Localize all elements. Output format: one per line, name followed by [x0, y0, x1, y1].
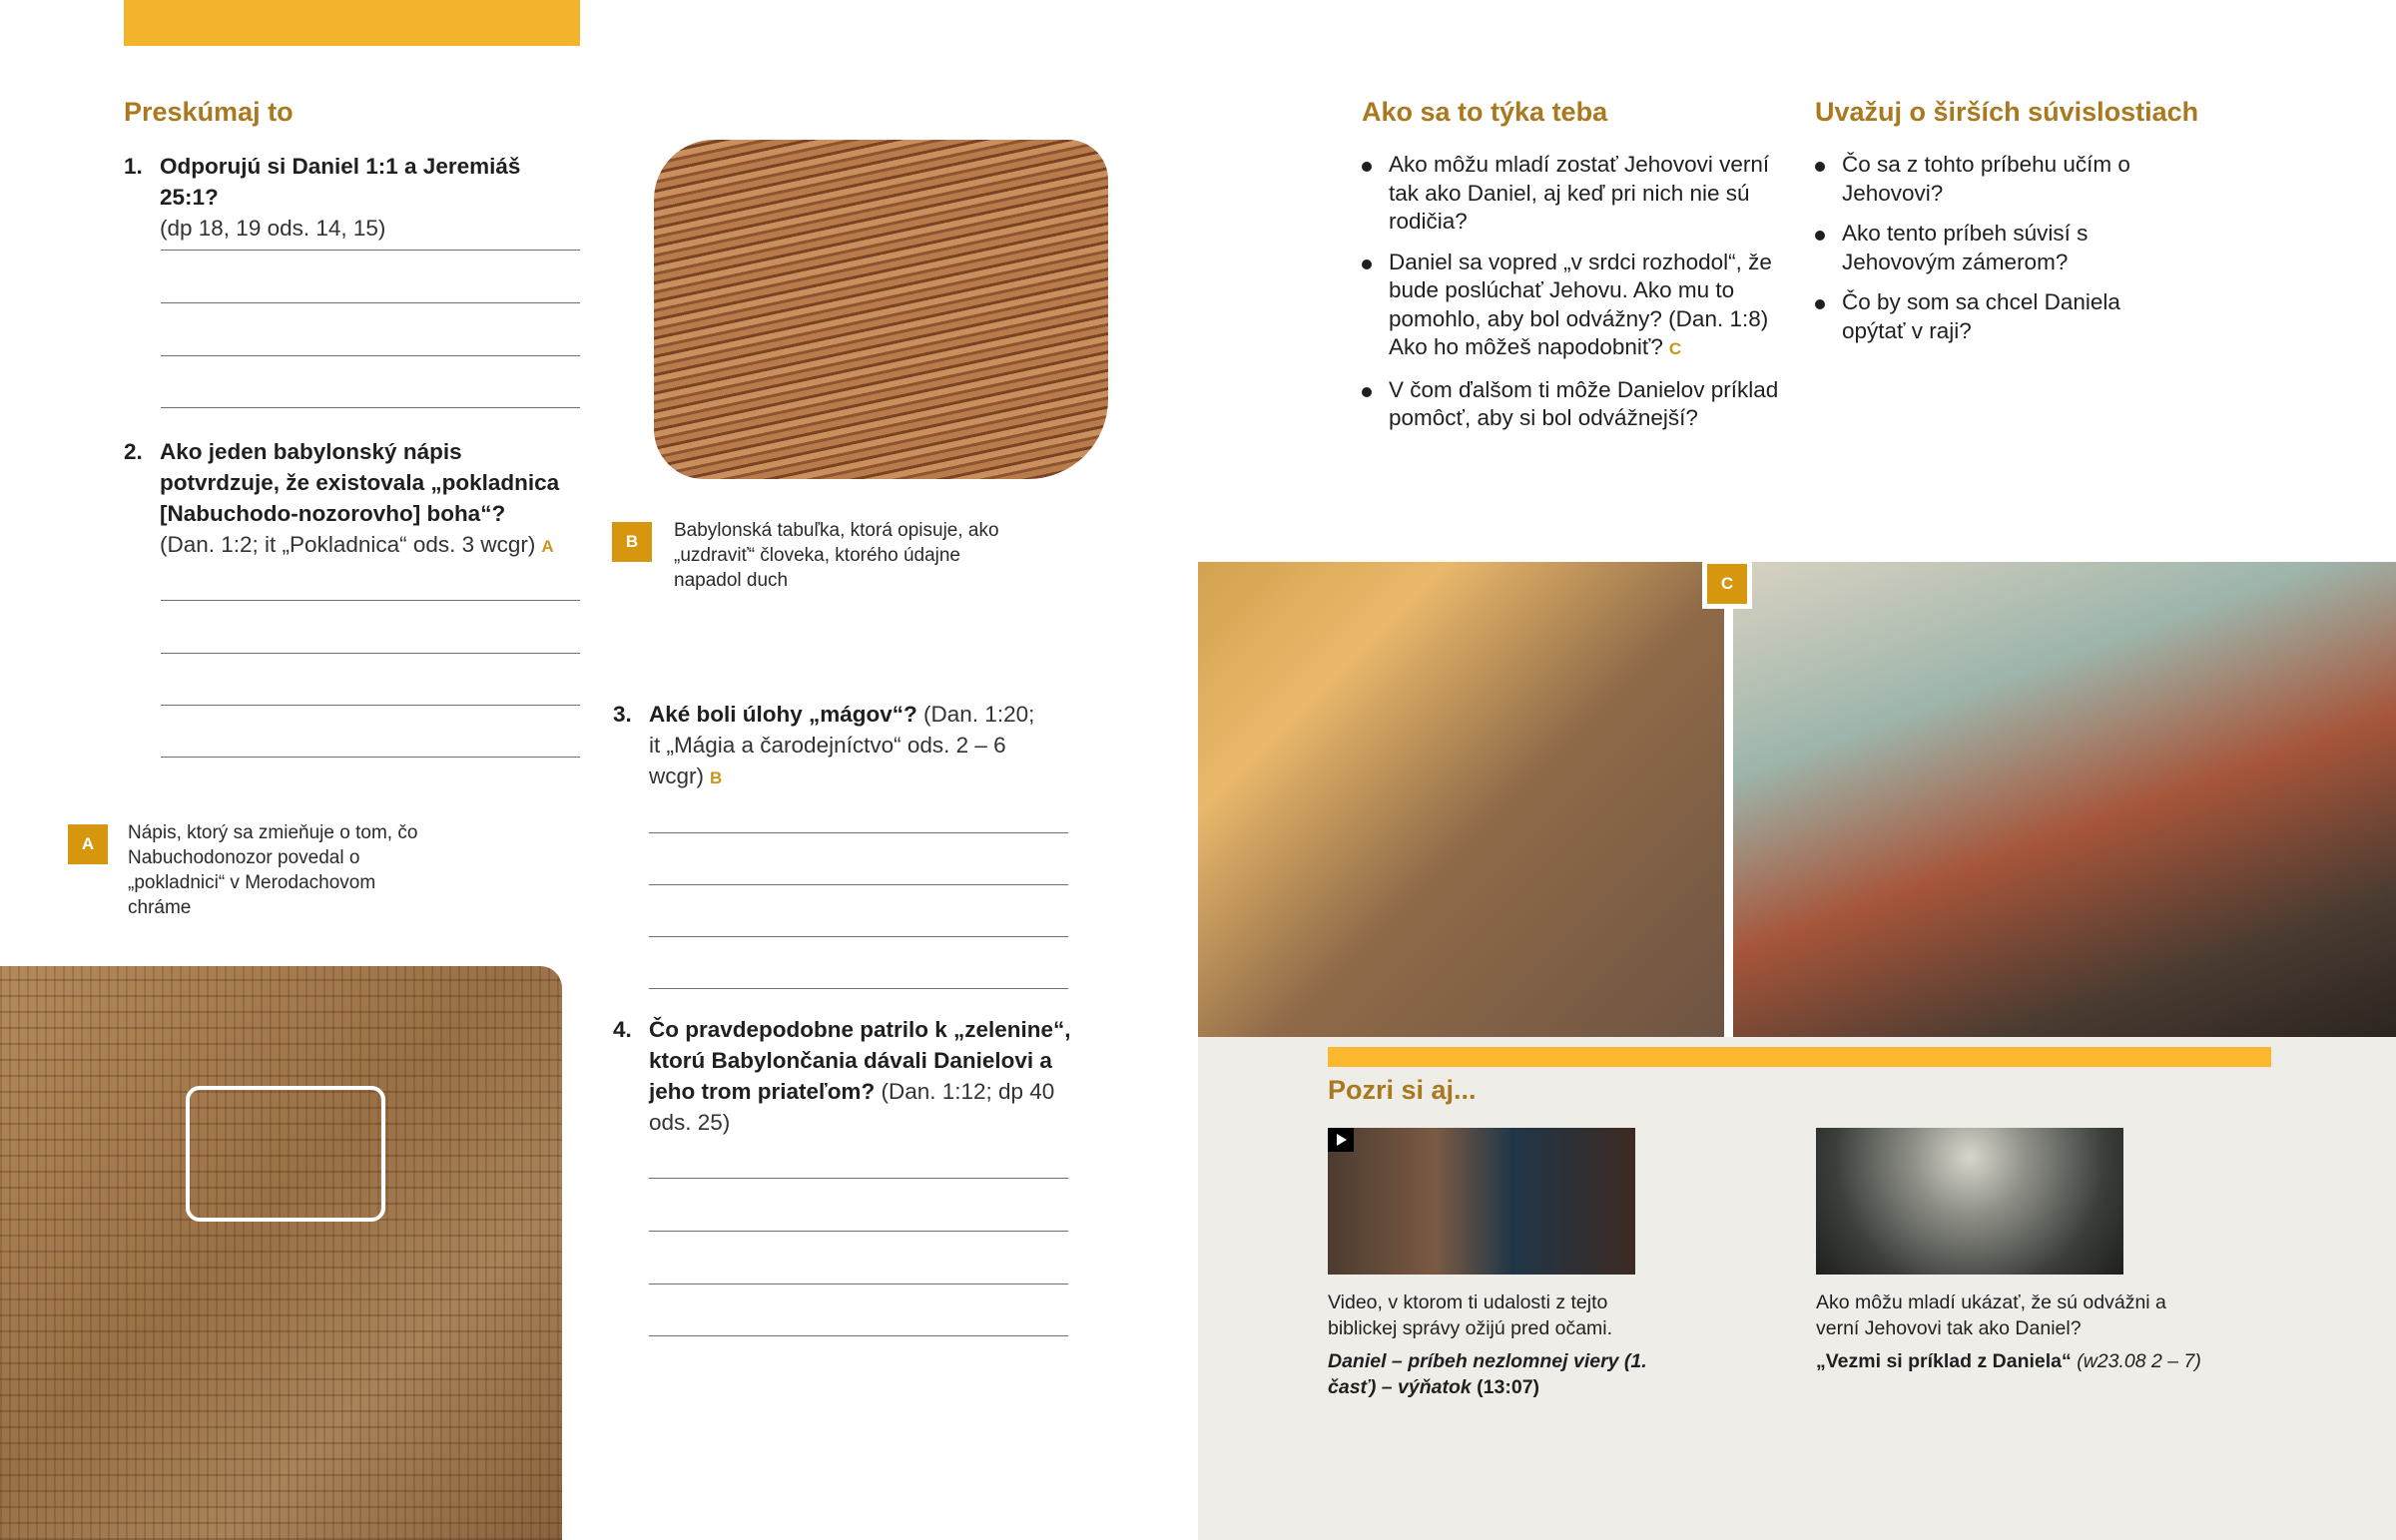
bullet-icon [1815, 299, 1825, 309]
answer-line[interactable] [649, 936, 1068, 937]
answer-line[interactable] [649, 1231, 1068, 1232]
bullet-icon [1362, 259, 1372, 269]
question-1 [124, 151, 583, 244]
answer-line[interactable] [649, 832, 1068, 833]
answer-line[interactable] [161, 757, 580, 758]
question-reference: (Dan. 1:12; dp 40 ods. 25) [649, 1079, 1055, 1135]
highlight-box [186, 1086, 385, 1222]
babylonian-inscription-image [0, 966, 562, 1540]
bullet-icon [1815, 231, 1825, 241]
babylonian-tablet-image [654, 140, 1108, 479]
answer-line[interactable] [161, 600, 580, 601]
article-title[interactable]: „Vezmi si príklad z Daniela“ (w23.08 2 – 7) [1816, 1350, 2201, 1372]
question-number: 1. [124, 154, 143, 179]
answer-line[interactable] [649, 884, 1068, 885]
wider-context-heading: Uvažuj o širších súvislostiach [1815, 97, 2199, 127]
question-reference: (dp 18, 19 ods. 14, 15) [160, 216, 386, 241]
photo-doctor-visit [1733, 562, 2396, 1037]
see-also-heading: Pozri si aj... [1328, 1075, 1477, 1105]
video-description: Video, v ktorom ti udalosti z tejto biblickej správy ožijú pred očami. [1328, 1291, 1613, 1339]
examine-heading: Preskúmaj to [124, 97, 294, 127]
video-thumbnail[interactable] [1328, 1128, 1635, 1275]
list-item: Daniel sa vopred „v srdci rozhodol“, že bude poslúchať Jehovu. Ako mu to pomohlo, aby bol odvážny? (Dan. 1:8) Ako ho môžeš napodobniť? C [1362, 249, 1781, 364]
question-reference: (Dan. 1:2; it „Pokladnica“ ods. 3 wcgr) [160, 532, 536, 557]
answer-line[interactable] [161, 302, 580, 303]
how-it-applies-list [1362, 151, 1781, 445]
bullet-icon [1362, 162, 1372, 172]
answer-line[interactable] [161, 407, 580, 408]
bullet-icon [1362, 387, 1372, 397]
top-band [124, 0, 580, 46]
question-text: Aké boli úlohy „mágov“? [649, 702, 917, 727]
play-icon[interactable] [1328, 1128, 1354, 1152]
answer-line[interactable] [161, 250, 580, 251]
question-number: 3. [613, 702, 632, 727]
question-text: Odporujú si Daniel 1:1 a Jeremiáš 25:1? [160, 154, 521, 210]
see-also-panel [1198, 1037, 2396, 1540]
photo-woman-studying [1198, 562, 1724, 1037]
list-item: V čom ďalšom ti môže Danielov príklad pomôcť, aby si bol odvážnejší? [1362, 376, 1781, 433]
article-thumbnail[interactable] [1816, 1128, 2123, 1275]
question-number: 4. [613, 1017, 632, 1042]
question-3 [613, 699, 1042, 793]
caption-badge-b: B [612, 522, 652, 562]
question-reference: (Dan. 1:20; it „Mágia a čarodejníctvo“ ods. 2 – 6 wcgr) [649, 702, 1035, 788]
question-text: Čo pravdepodobne patrilo k „zelenine“, ktorú Babylončania dávali Danielovi a jeho trom priateľom? [649, 1017, 1071, 1104]
bullet-icon [1815, 162, 1825, 172]
answer-line[interactable] [649, 1283, 1068, 1284]
caption-a: Nápis, ktorý sa zmieňuje o tom, čo Nabuchodonozor povedal o „pokladnici“ v Merodachovom chráme [128, 822, 418, 918]
video-title[interactable]: Daniel – príbeh nezlomnej viery (1. časť) – výňatok (13:07) [1328, 1350, 1647, 1398]
wider-context-list [1815, 151, 2144, 357]
list-item: Čo by som sa chcel Daniela opýtať v raji? [1815, 288, 2144, 345]
image-marker-a[interactable]: A [541, 537, 554, 556]
article-description: Ako môžu mladí ukázať, že sú odvážni a verní Jehovovi tak ako Daniel? [1816, 1291, 2166, 1339]
answer-line[interactable] [161, 355, 580, 356]
how-it-applies-heading: Ako sa to týka teba [1362, 97, 1608, 127]
question-4 [613, 1014, 1072, 1138]
see-also-band [1328, 1047, 2271, 1067]
question-text: Ako jeden babylonský nápis potvrdzuje, že existovala „pokladnica [Nabuchodo-nozorovho] boha“? [160, 439, 560, 526]
caption-b: Babylonská tabuľka, ktorá opisuje, ako „uzdraviť“ človeka, ktorého údajne napadol duch [674, 520, 999, 591]
caption-badge-a: A [68, 824, 108, 864]
image-marker-c[interactable]: C [1668, 339, 1682, 358]
answer-line[interactable] [649, 1335, 1068, 1336]
answer-line[interactable] [161, 705, 580, 706]
list-item: Ako môžu mladí zostať Jehovovi verní tak ako Daniel, aj keď pri nich nie sú rodičia? [1362, 151, 1781, 237]
answer-line[interactable] [649, 1178, 1068, 1179]
photo-badge-c: C [1707, 564, 1747, 604]
question-2 [124, 436, 583, 562]
list-item: Čo sa z tohto príbehu učím o Jehovovi? [1815, 151, 2144, 208]
answer-line[interactable] [649, 988, 1068, 989]
answer-line[interactable] [161, 653, 580, 654]
question-number: 2. [124, 439, 143, 464]
list-item: Ako tento príbeh súvisí s Jehovovým zámerom? [1815, 220, 2144, 276]
image-marker-b[interactable]: B [710, 769, 723, 787]
